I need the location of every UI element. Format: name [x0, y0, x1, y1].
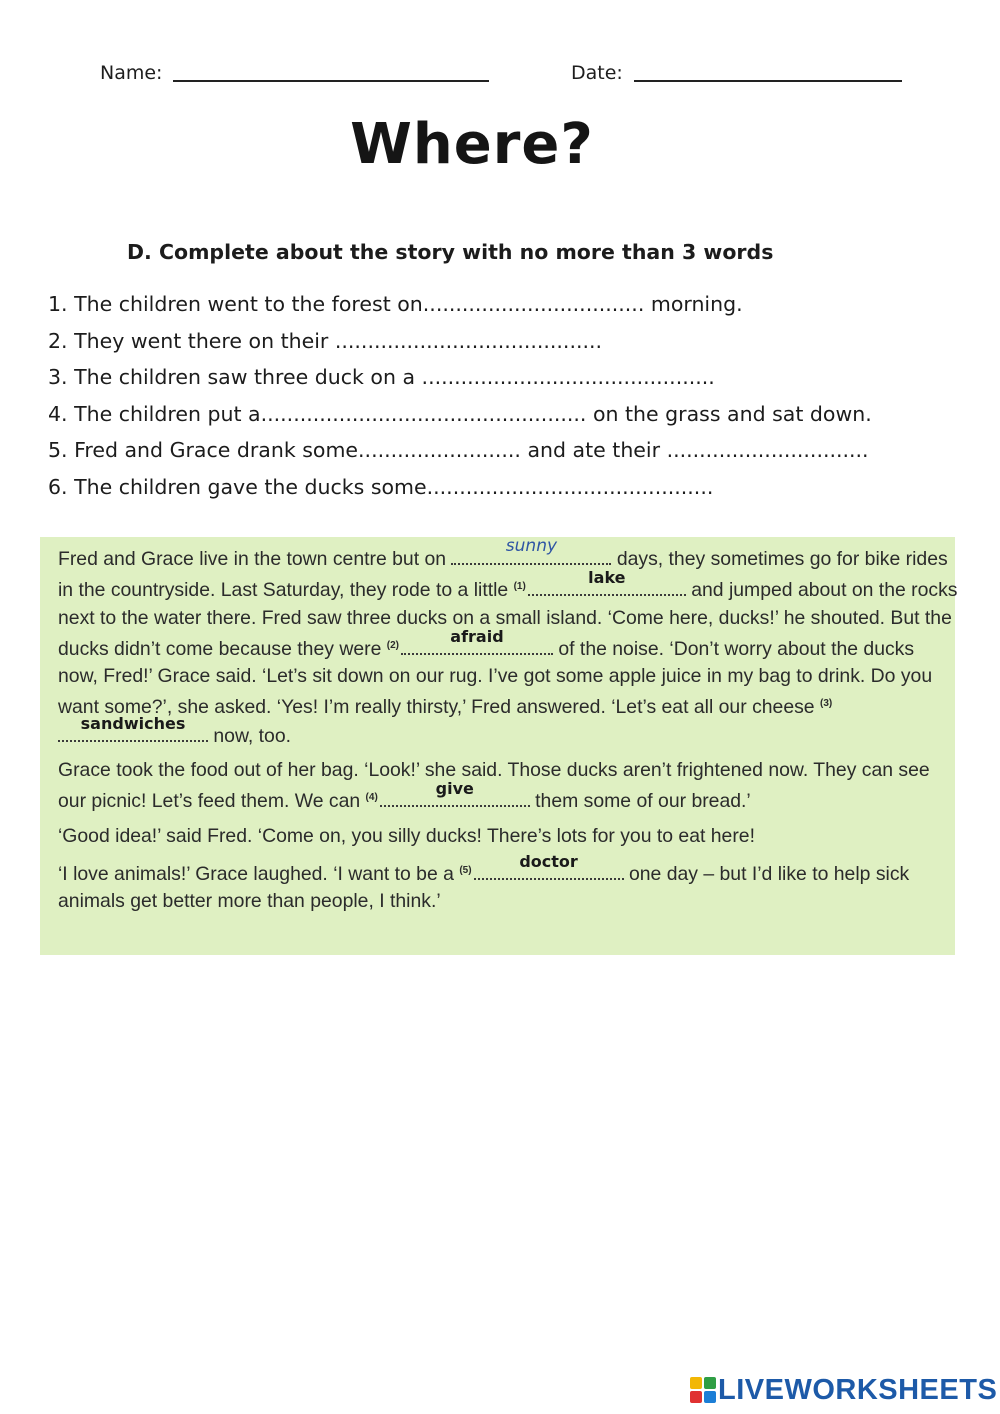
- example-blank: [451, 536, 611, 565]
- story-paragraph: ‘Good idea!’ said Fred. ‘Come on, you silly ducks! There’s lots for you to eat here!: [58, 824, 755, 847]
- exercise-instruction: D. Complete about the story with no more than 3 words: [127, 240, 774, 264]
- liveworksheets-logo-icon: [690, 1377, 716, 1403]
- answer-text[interactable]: sandwiches: [80, 713, 186, 733]
- story-paragraph: [58, 757, 958, 816]
- name-label: Name:: [100, 62, 163, 84]
- date-field-line[interactable]: [634, 80, 902, 82]
- story-text-segment: one day – but I’d like to help sick animals get better more than people, I think.’: [58, 862, 910, 913]
- question-item: 6. The children gave the ducks some............................................: [48, 474, 714, 499]
- blank-number: (1): [513, 581, 526, 593]
- story-text-segment: days, they sometimes go for bike rides in the countryside. Last Saturday, they rode to a little: [58, 548, 948, 602]
- blank-number: (3): [819, 698, 833, 710]
- question-list: [48, 292, 988, 512]
- answer-blank-5[interactable]: [474, 851, 624, 880]
- story-text-segment: now, too.: [213, 724, 292, 747]
- story-text-segment: of the noise. ‘Don’t worry about the ducks now, Fred!’ Grace said. ‘Let’s sit down on our rug. I’ve got some apple juice in my bag to drink. Do you want some?’, she asked. ‘Yes! I’m really thirsty,’ Fred answered. ‘Let’s eat all our cheese: [58, 637, 933, 719]
- example-answer: sunny: [505, 536, 558, 556]
- answer-blank-4[interactable]: [380, 779, 530, 807]
- blank-number: (5): [459, 864, 472, 876]
- liveworksheets-logo[interactable]: [690, 1374, 997, 1406]
- story-text-segment: ‘I love animals!’ Grace laughed. ‘I want to be a: [58, 862, 454, 885]
- answer-blank-2[interactable]: [401, 626, 553, 655]
- question-item: 2. They went there on their .........................................: [48, 328, 603, 353]
- story-text-segment: Grace took the food out of her bag. ‘Look!’ she said. Those ducks aren’t frightened now. They can see our picnic! Let’s feed them. We can: [58, 759, 930, 813]
- story-text: [58, 536, 958, 923]
- question-item: 3. The children saw three duck on a .............................................: [48, 365, 715, 390]
- question-item: 1. The children went to the forest on.................................. morning.: [48, 292, 743, 316]
- logo-square: [704, 1377, 716, 1389]
- logo-square: [690, 1377, 702, 1389]
- page-title: Where?: [350, 112, 594, 177]
- logo-square: [690, 1391, 702, 1403]
- story-text-segment: them some of our bread.’: [535, 790, 751, 813]
- story-text-segment: Fred and Grace live in the town centre but on: [58, 548, 447, 570]
- story-text-segment: and jumped about on the rocks next to the water there. Fred saw three ducks on a small island. ‘Come here, ducks!’ he shouted. But the ducks didn’t come because they were: [58, 579, 958, 660]
- blank-number: (4): [365, 792, 378, 804]
- blank-number: (2): [386, 639, 399, 651]
- story-paragraph: [58, 851, 958, 916]
- question-item: 4. The children put a.................................................. on the grass and sat down.: [48, 401, 872, 426]
- story-paragraph: [58, 536, 958, 750]
- question-item: 5. Fred and Grace drank some......................... and ate their ...............................: [48, 438, 869, 463]
- name-field-line[interactable]: [173, 80, 489, 82]
- logo-square: [704, 1391, 716, 1403]
- answer-text[interactable]: afraid: [450, 626, 504, 646]
- date-label: Date:: [571, 62, 623, 84]
- answer-text[interactable]: lake: [588, 568, 626, 588]
- answer-text[interactable]: give: [435, 779, 474, 799]
- answer-text[interactable]: doctor: [519, 851, 578, 871]
- answer-blank-1[interactable]: [528, 568, 686, 596]
- answer-blank-3[interactable]: [58, 713, 208, 742]
- logo-text: LIVEWORKSHEETS: [718, 1373, 998, 1406]
